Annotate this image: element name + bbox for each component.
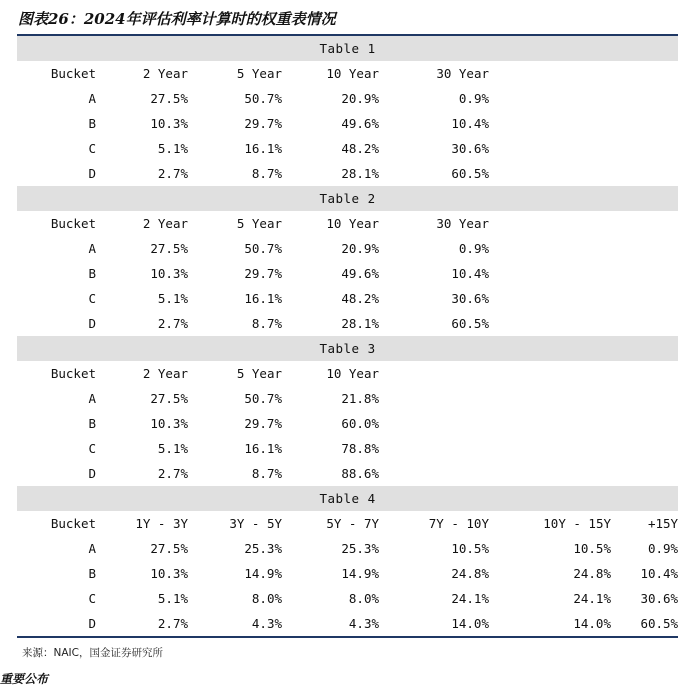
weight-cell: 10.3% (150, 266, 188, 281)
column-header (611, 211, 678, 236)
weight-cell (611, 86, 678, 111)
bucket-label: C (88, 291, 96, 306)
column-header (611, 361, 678, 386)
weight-cell: 16.1% (244, 441, 282, 456)
table-section-header (17, 336, 678, 361)
weight-cell: 27.5% (150, 541, 188, 556)
weight-cell: 78.8% (341, 441, 379, 456)
weight-cell: 60.5% (640, 616, 679, 631)
table-row (17, 386, 678, 411)
weight-cell (611, 236, 678, 261)
weight-cell (379, 411, 489, 436)
column-header: 5 Year (236, 216, 282, 231)
weight-cell: 2.7% (157, 466, 188, 481)
table-row (17, 411, 678, 436)
bucket-label: D (88, 616, 96, 631)
table-section-header (17, 486, 678, 511)
table-row (17, 236, 678, 261)
bucket-label: D (88, 466, 96, 481)
column-header (379, 361, 489, 386)
weight-cell: 29.7% (244, 416, 282, 431)
table-section-title: Table 1 (17, 36, 678, 61)
column-header: 2 Year (142, 66, 188, 81)
table-row (17, 136, 678, 161)
column-header: 3Y - 5Y (229, 516, 282, 531)
weight-cell: 30.6% (451, 291, 489, 306)
weight-cell: 2.7% (157, 316, 188, 331)
weight-cell: 16.1% (244, 141, 282, 156)
weight-cell (611, 411, 678, 436)
bucket-label: A (88, 91, 96, 106)
weight-cell: 50.7% (244, 91, 282, 106)
weight-cell: 48.2% (341, 291, 379, 306)
weight-cell: 14.0% (451, 616, 489, 631)
bucket-label: C (88, 141, 96, 156)
column-header: 10 Year (326, 66, 379, 81)
column-header (611, 61, 678, 86)
column-header (489, 211, 611, 236)
column-header: 5Y - 7Y (326, 516, 379, 531)
table-row (17, 461, 678, 486)
weight-cell: 50.7% (244, 241, 282, 256)
source-note: 来源：NAIC，国金证券研究所 (22, 647, 163, 659)
weight-cell (611, 261, 678, 286)
column-header: 10 Year (326, 216, 379, 231)
figure-title: 图表26：2024年评估利率计算时的权重表情况 (18, 10, 336, 28)
weight-cell: 5.1% (157, 291, 188, 306)
column-header: 2 Year (142, 366, 188, 381)
column-header: 1Y - 3Y (135, 516, 188, 531)
weight-cell: 21.8% (341, 391, 379, 406)
column-header: 30 Year (436, 216, 489, 231)
weight-cell: 49.6% (341, 266, 379, 281)
column-header: 5 Year (236, 66, 282, 81)
table-section-title: Table 3 (17, 336, 678, 361)
bucket-column-header: Bucket (50, 516, 96, 531)
weight-cell (489, 311, 611, 336)
weight-cell: 4.3% (348, 616, 379, 631)
weight-cell (489, 386, 611, 411)
column-header: 30 Year (436, 66, 489, 81)
column-header: 5 Year (236, 366, 282, 381)
weight-cell: 8.7% (251, 166, 282, 181)
table-row (17, 86, 678, 111)
table-row (17, 261, 678, 286)
weight-tables (17, 34, 678, 638)
column-header: 10Y - 15Y (543, 516, 611, 531)
weight-cell: 4.3% (251, 616, 282, 631)
weight-cell (611, 136, 678, 161)
weight-cell: 60.5% (451, 166, 489, 181)
weight-cell: 27.5% (150, 91, 188, 106)
weight-cell: 29.7% (244, 266, 282, 281)
weight-cell: 24.8% (573, 566, 611, 581)
weight-cell: 25.3% (244, 541, 282, 556)
table-row (17, 561, 678, 586)
weight-cell (489, 111, 611, 136)
table-body (17, 36, 678, 636)
table-header-row (17, 211, 678, 236)
weight-cell (379, 386, 489, 411)
weight-cell: 8.7% (251, 466, 282, 481)
bucket-label: C (88, 591, 96, 606)
weight-cell: 30.6% (640, 591, 679, 606)
weight-cell (611, 311, 678, 336)
table-row (17, 586, 678, 611)
weight-cell: 10.4% (451, 116, 489, 131)
bucket-label: A (88, 391, 96, 406)
table-row (17, 111, 678, 136)
weight-cell: 10.4% (451, 266, 489, 281)
bucket-label: C (88, 441, 96, 456)
weight-cell: 10.5% (573, 541, 611, 556)
weight-cell: 27.5% (150, 391, 188, 406)
weight-cell: 10.3% (150, 116, 188, 131)
bucket-column-header: Bucket (50, 366, 96, 381)
weight-cell: 5.1% (157, 141, 188, 156)
weight-cell: 0.9% (458, 91, 489, 106)
table-row (17, 436, 678, 461)
weight-cell: 28.1% (341, 166, 379, 181)
table-row (17, 286, 678, 311)
column-header: +15Y (647, 516, 679, 531)
bucket-column-header: Bucket (50, 216, 96, 231)
weight-cell (379, 461, 489, 486)
bucket-label: B (88, 116, 96, 131)
table-section-title: Table 4 (17, 486, 678, 511)
weight-cell: 14.9% (244, 566, 282, 581)
bucket-label: B (88, 416, 96, 431)
bucket-label: D (88, 166, 96, 181)
weight-cell: 24.8% (451, 566, 489, 581)
column-header: 10 Year (326, 366, 379, 381)
weight-cell: 50.7% (244, 391, 282, 406)
table-row (17, 161, 678, 186)
weight-cell: 5.1% (157, 441, 188, 456)
weight-cell: 24.1% (573, 591, 611, 606)
weight-cell (611, 436, 678, 461)
weight-cell: 0.9% (458, 241, 489, 256)
weight-cell (611, 386, 678, 411)
column-header: 7Y - 10Y (428, 516, 489, 531)
weight-cell: 48.2% (341, 141, 379, 156)
table-section-header (17, 36, 678, 61)
weight-cell: 88.6% (341, 466, 379, 481)
weight-cell: 10.3% (150, 566, 188, 581)
weight-cell: 24.1% (451, 591, 489, 606)
weight-cell: 2.7% (157, 166, 188, 181)
weight-cell (611, 286, 678, 311)
weight-cell (489, 161, 611, 186)
bucket-label: D (88, 316, 96, 331)
weight-cell: 20.9% (341, 91, 379, 106)
table-header-row (17, 61, 678, 86)
next-section-heading: 重要公布 (0, 672, 49, 686)
bucket-label: A (88, 541, 96, 556)
weight-cell: 8.7% (251, 316, 282, 331)
weight-table (17, 36, 678, 636)
weight-cell: 10.4% (640, 566, 679, 581)
weight-cell (489, 411, 611, 436)
weight-cell (489, 136, 611, 161)
bucket-column-header: Bucket (50, 66, 96, 81)
weight-cell (489, 261, 611, 286)
weight-cell (489, 461, 611, 486)
table-row (17, 536, 678, 561)
table-row (17, 611, 678, 636)
weight-cell: 20.9% (341, 241, 379, 256)
weight-cell: 14.9% (341, 566, 379, 581)
weight-cell (489, 286, 611, 311)
weight-cell (489, 436, 611, 461)
weight-cell: 8.0% (251, 591, 282, 606)
bucket-label: B (88, 266, 96, 281)
table-header-row (17, 511, 678, 536)
weight-cell: 16.1% (244, 291, 282, 306)
table-row (17, 311, 678, 336)
column-header (489, 61, 611, 86)
weight-cell: 10.3% (150, 416, 188, 431)
weight-cell: 28.1% (341, 316, 379, 331)
weight-cell: 27.5% (150, 241, 188, 256)
column-header (489, 361, 611, 386)
weight-cell: 10.5% (451, 541, 489, 556)
weight-cell: 0.9% (647, 541, 679, 556)
weight-cell (611, 461, 678, 486)
column-header: 2 Year (142, 216, 188, 231)
weight-cell: 5.1% (157, 591, 188, 606)
weight-cell: 25.3% (341, 541, 379, 556)
table-header-row (17, 361, 678, 386)
bucket-label: B (88, 566, 96, 581)
weight-cell: 49.6% (341, 116, 379, 131)
table-section-header (17, 186, 678, 211)
weight-cell: 8.0% (348, 591, 379, 606)
weight-cell: 2.7% (157, 616, 188, 631)
table-section-title: Table 2 (17, 186, 678, 211)
bottom-rule (17, 636, 678, 638)
weight-cell: 60.5% (451, 316, 489, 331)
weight-cell: 14.0% (573, 616, 611, 631)
weight-cell (489, 86, 611, 111)
weight-cell (611, 111, 678, 136)
bucket-label: A (88, 241, 96, 256)
weight-cell: 29.7% (244, 116, 282, 131)
weight-cell (489, 236, 611, 261)
weight-cell (379, 436, 489, 461)
weight-cell: 30.6% (451, 141, 489, 156)
weight-cell: 60.0% (341, 416, 379, 431)
weight-cell (611, 161, 678, 186)
